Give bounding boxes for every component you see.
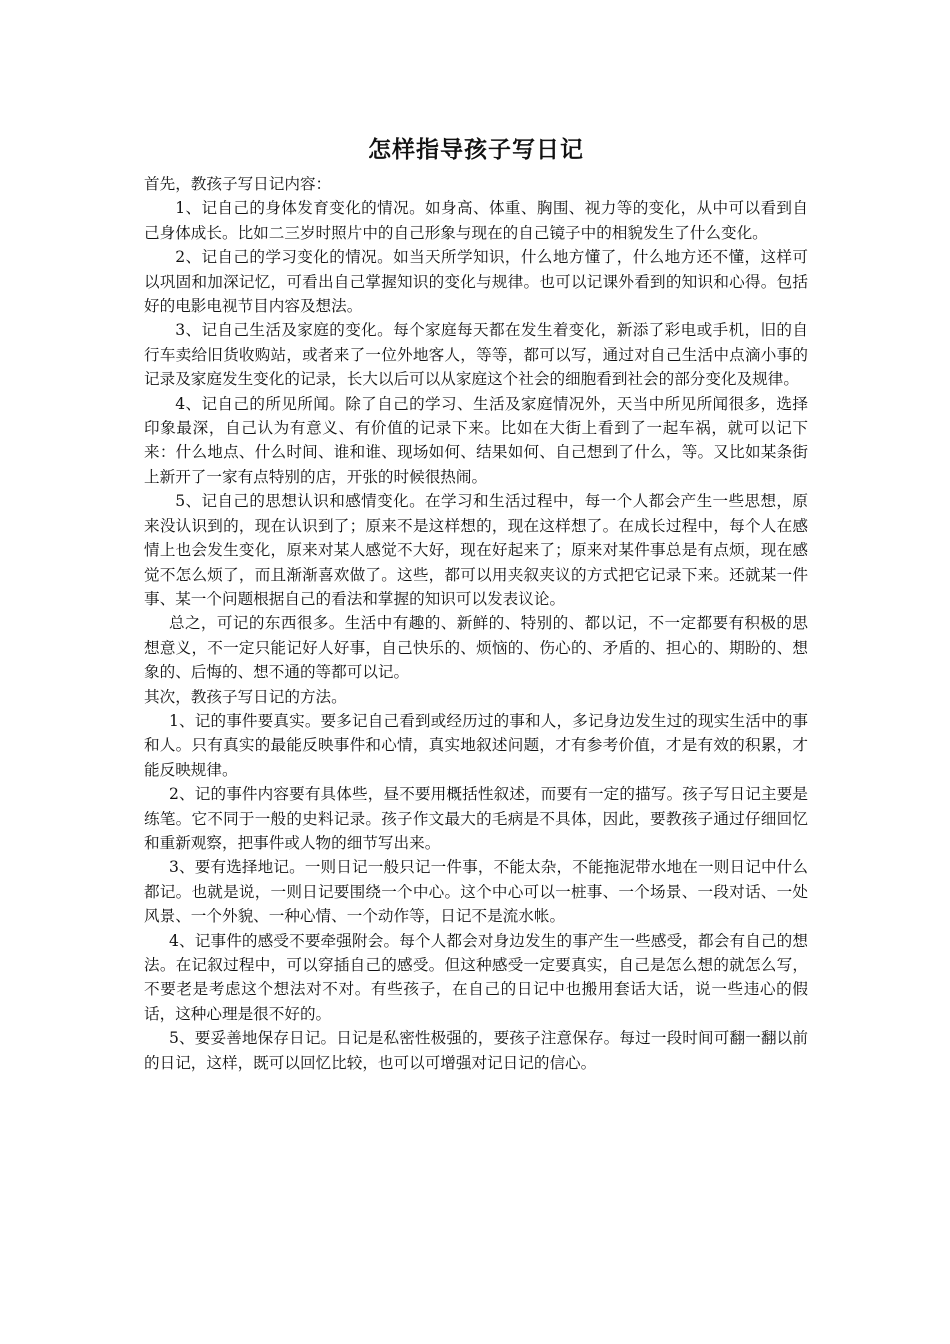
paragraph-content-3: 3、记自己生活及家庭的变化。每个家庭每天都在发生着变化，新添了彩电或手机，旧的自行车卖给旧货收购站，或者来了一位外地客人，等等，都可以写，通过对自己生活中点滴小事的记录及家庭发生变化的记录，长大以后可以从家庭这个社会的细胞看到社会的部分变化及规律。: [144, 321, 808, 389]
paragraph-content-5: 5、记自己的思想认识和感情变化。在学习和生活过程中，每一个人都会产生一些思想，原来没认识到的，现在认识到了；原来不是这样想的，现在这样想了。在成长过程中，每个人在感情上也会发生变化，原来对某人感觉不大好，现在好起来了；原来对某件事总是有点烦，现在感觉不怎么烦了，而且渐渐喜欢做了。这些，都可以用夹叙夹议的方式把它记录下来。还就某一件事、某一个问题根据自己的看法和掌握的知识可以发表议论。: [144, 492, 808, 608]
paragraph-summary: 总之，可记的东西很多。生活中有趣的、新鲜的、特别的、都以记，不一定都要有积极的思想意义，不一定只能记好人好事，自己快乐的、烦恼的、伤心的、矛盾的、担心的、期盼的、想象的、后悔的、想不通的等都可以记。: [144, 614, 808, 682]
paragraph-method-4: 4、记事件的感受不要牵强附会。每个人都会对身边发生的事产生一些感受，都会有自己的想法。在记叙过程中，可以穿插自己的感受。但这种感受一定要真实，自己是怎么想的就怎么写，不要老是考虑这个想法对不对。有些孩子，在自己的日记中也搬用套话大话，说一些违心的假话，这种心理是很不好的。: [144, 931, 808, 1023]
paragraph-content-4: 4、记自己的所见所闻。除了自己的学习、生活及家庭情况外，天当中所见所闻很多，选择印象最深，自己认为有意义、有价值的记录下来。比如在大街上看到了一起车祸，就可以记下来：什么地点、什么时间、谁和谁、现场如何、结果如何、自己想到了什么，等。又比如某条街上新开了一家有点特别的店，开张的时候很热闹。: [144, 394, 808, 486]
paragraph-method-2: 2、记的事件内容要有具体些，昼不要用概括性叙述，而要有一定的描写。孩子写日记主要是练笔。它不同于一般的史料记录。孩子作文最大的毛病是不具体，因此，要教孩子通过仔细回忆和重新观察，把事件或人物的细节写出来。: [144, 785, 808, 852]
section-heading-content: 首先，教孩子写日记内容：: [144, 175, 332, 193]
document-body: [144, 172, 808, 1075]
paragraph-method-1: 1、记的事件要真实。要多记自己看到或经历过的事和人，多记身边发生过的现实生活中的事和人。只有真实的最能反映事件和心情，真实地叙述问题，才有参考价值，才是有效的积累，才能反映规律。: [144, 711, 808, 779]
document-page: [144, 134, 808, 1075]
paragraph-method-3: 3、要有选择地记。一则日记一般只记一件事，不能太杂，不能拖泥带水地在一则日记中什么都记。也就是说，一则日记要围绕一个中心。这个中心可以一桩事、一个场景、一段对话、一处风景、一个外貌、一种心情、一个动作等，日记不是流水帐。: [144, 858, 808, 926]
document-title: 怎样指导孩子写日记: [368, 137, 584, 163]
section-heading-method: 其次，教孩子写日记的方法。: [144, 687, 347, 706]
paragraph-content-1: 1、记自己的身体发育变化的情况。如身高、体重、胸围、视力等的变化，从中可以看到自己身体成长。比如二三岁时照片中的自己形象与现在的自己镜子中的相貌发生了什么变化。: [144, 199, 808, 242]
paragraph-method-5: 5、要妥善地保存日记。日记是私密性极强的，要孩子注意保存。每过一段时间可翻一翻以前的日记，这样，既可以回忆比较，也可以可增强对记日记的信心。: [144, 1029, 808, 1072]
paragraph-content-2: 2、记自己的学习变化的情况。如当天所学知识，什么地方懂了，什么地方还不懂，这样可以巩固和加深记忆，可看出自己掌握知识的变化与规律。也可以记课外看到的知识和心得。包括好的电影电视节目内容及想法。: [144, 248, 808, 316]
